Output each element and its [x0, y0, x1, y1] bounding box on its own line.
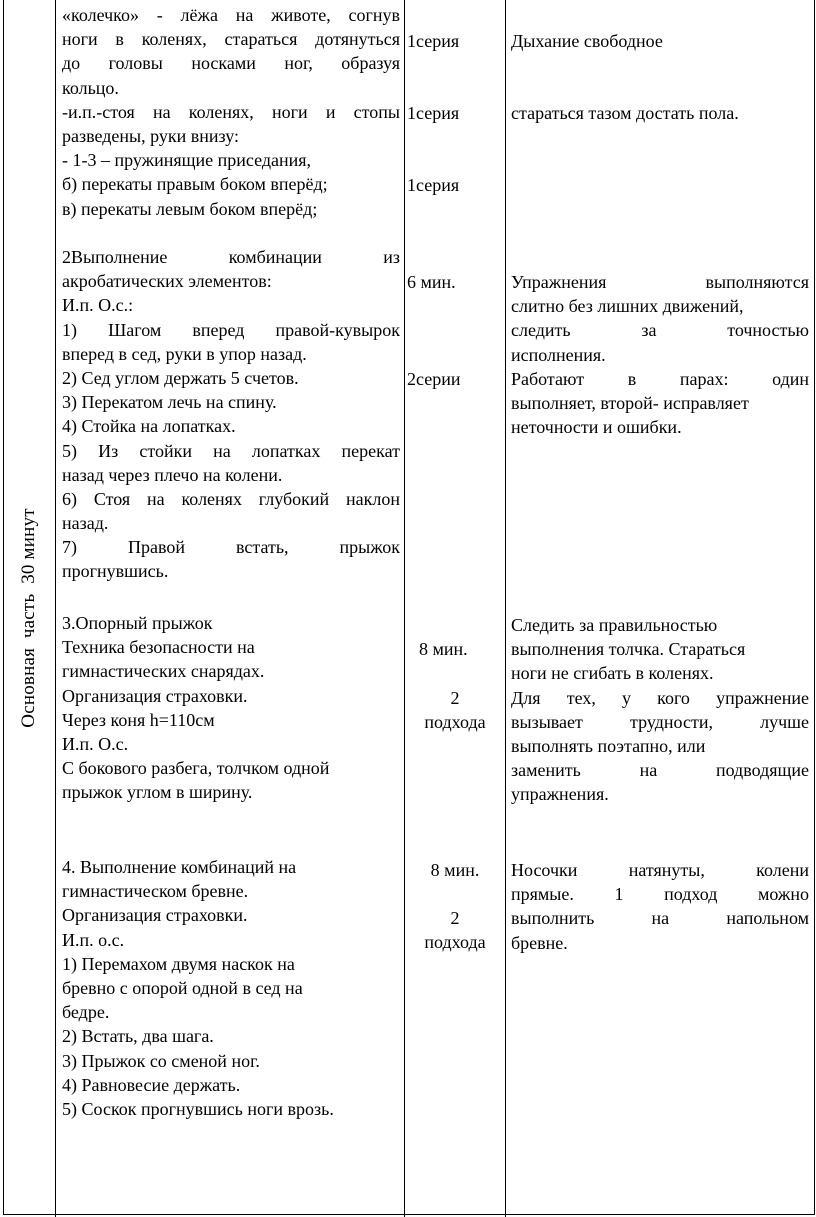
- text-line: назад через плечо на колени.: [62, 464, 283, 485]
- dosage-text: подхода: [424, 712, 486, 732]
- text-line: кольцо.: [62, 77, 119, 98]
- note-line: ноги не сгибать в коленях.: [511, 663, 714, 684]
- text-line: 3) Прыжок со сменой ног.: [62, 1050, 260, 1071]
- note-line: Работают в парах: один: [511, 368, 809, 389]
- text-line: ноги в коленях, стараться дотянуться: [62, 29, 400, 50]
- note-line: слитно без лишних движений,: [511, 296, 744, 317]
- dosage-text: 1серия: [407, 103, 460, 123]
- text-line: разведены, руки внизу:: [62, 125, 240, 146]
- text-line: «колечко» - лёжа на животе, согнув: [62, 5, 400, 25]
- text-line: 4. Выполнение комбинаций на: [62, 857, 297, 877]
- column-divider-3: [505, 0, 506, 1217]
- dosage-text: 2: [450, 908, 460, 928]
- text-line: бревно с опорой одной в сед на: [62, 977, 303, 998]
- text-line: бедре.: [62, 1002, 110, 1023]
- text-line: - 1-3 – пружинящие приседания,: [62, 150, 312, 171]
- section-label-cell: [3, 0, 55, 1217]
- text-line: 3.Опорный прыжок: [62, 613, 213, 633]
- dosage-text: 2серии: [407, 369, 461, 389]
- exercise-block-beam: [62, 855, 400, 1121]
- text-line: акробатических элементов:: [62, 271, 272, 292]
- text-line: И.п. О.с.: [62, 733, 129, 754]
- text-line: 5) Из стойки на лопатках перекат: [62, 440, 400, 461]
- dosage-text: подхода: [424, 932, 486, 952]
- column-divider-2: [404, 0, 405, 1217]
- note-line: выполнять поэтапно, или: [511, 735, 706, 756]
- text-line: И.п. о.с.: [62, 929, 125, 950]
- text-line: гимнастических снарядах.: [62, 661, 265, 682]
- text-line: 4) Равновесие держать.: [62, 1074, 241, 1095]
- text-line: И.п. О.с.:: [62, 295, 134, 316]
- note-line: бревне.: [511, 932, 568, 953]
- text-line: -и.п.-стоя на коленях, ноги и стопы: [62, 101, 400, 122]
- note-line: Для тех, у кого упражнение: [511, 687, 809, 708]
- note-line: Носочки натянуты, колени: [511, 860, 809, 880]
- note-line: Следить за правильностью: [511, 615, 718, 635]
- text-line: 2) Сед углом держать 5 счетов.: [62, 367, 299, 388]
- text-line: вперед в сед, руки в упор назад.: [62, 343, 307, 364]
- text-line: 6) Стоя на коленях глубокий наклон: [62, 488, 400, 509]
- text-line: гимнастическом бревне.: [62, 881, 249, 902]
- text-line: Техника безопасности на: [62, 637, 255, 658]
- dosage-text: 8 мин.: [430, 860, 480, 880]
- note-line: вызывает трудности, лучше: [511, 711, 809, 732]
- section-label: Основная часть 30 минут: [18, 508, 39, 728]
- note-line: неточности и ошибки.: [511, 417, 682, 438]
- exercise-block-vault: [62, 611, 400, 805]
- column-divider-1: [55, 0, 56, 1217]
- notes-block-beam: [511, 858, 809, 955]
- text-line: 1) Шагом вперед правой-кувырок: [62, 319, 400, 340]
- text-line: С бокового разбега, толчком одной: [62, 758, 330, 779]
- text-line: Через коня h=110см: [62, 709, 215, 730]
- note-line: Дыхание свободное: [511, 31, 663, 51]
- notes-block-acrobatics: [511, 270, 809, 439]
- exercise-block-acrobatics: [62, 245, 400, 584]
- notes-block-vault: [511, 613, 809, 807]
- text-line: прогнувшись.: [62, 561, 169, 582]
- note-line: прямые. 1 подход можно: [511, 884, 809, 905]
- text-line: назад.: [62, 513, 109, 534]
- text-line: 1) Перемахом двумя наскок на: [62, 953, 295, 974]
- dosage-text: 1серия: [407, 175, 460, 195]
- note-line: исполнения.: [511, 344, 606, 365]
- text-line: до головы носками ног, образуя: [62, 53, 400, 74]
- note-line: стараться тазом достать пола.: [511, 103, 739, 123]
- text-line: 2) Встать, два шага.: [62, 1026, 214, 1047]
- note-line: Упражнения выполняются: [511, 272, 809, 292]
- note-line: заменить на подводящие: [511, 760, 809, 781]
- text-line: Организация страховки.: [62, 905, 248, 926]
- text-line: в) перекаты левым боком вперёд;: [62, 198, 318, 219]
- note-line: упражнения.: [511, 784, 609, 805]
- text-line: 2Выполнение комбинации из: [62, 247, 400, 267]
- text-line: прыжок углом в ширину.: [62, 782, 253, 803]
- text-line: 5) Соскок прогнувшись ноги врозь.: [62, 1098, 334, 1119]
- text-line: 7) Правой встать, прыжок: [62, 537, 400, 558]
- text-line: 3) Перекатом лечь на спину.: [62, 392, 277, 413]
- note-line: выполнения толчка. Стараться: [511, 639, 746, 660]
- note-line: следить за точностью: [511, 320, 809, 341]
- dosage-text: 8 мин.: [419, 639, 468, 659]
- bottom-rule: [3, 1214, 815, 1215]
- dosage-text: 2: [450, 688, 460, 708]
- note-line: выполняет, второй- исправляет: [511, 392, 749, 413]
- text-line: б) перекаты правым боком вперёд;: [62, 174, 328, 195]
- note-line: выполнить на напольном: [511, 908, 809, 929]
- exercise-block-warmup: [62, 3, 400, 221]
- text-line: 4) Стойка на лопатках.: [62, 416, 236, 437]
- text-line: Организация страховки.: [62, 685, 248, 706]
- dosage-text: 1серия: [407, 31, 460, 51]
- dosage-text: 6 мин.: [407, 272, 456, 292]
